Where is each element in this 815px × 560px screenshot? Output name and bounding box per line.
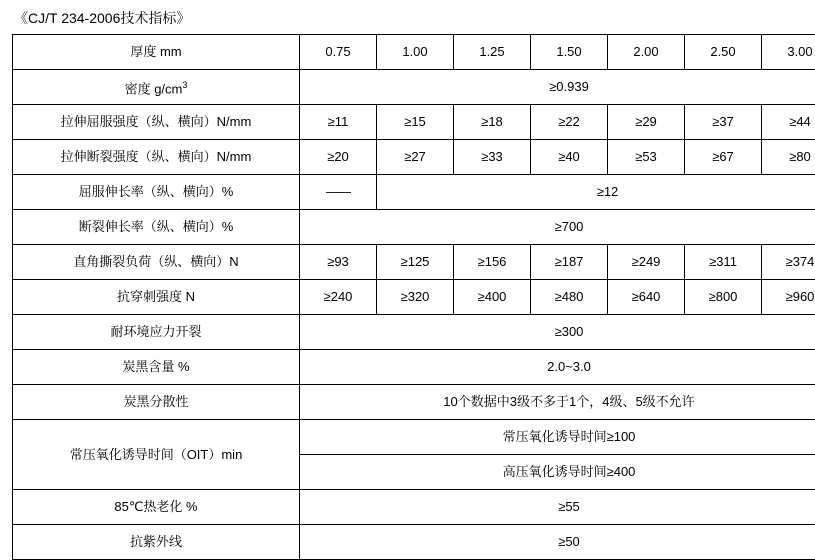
tensile-break-4: ≥53	[608, 140, 685, 175]
header-value-3: 1.50	[531, 35, 608, 70]
row-label-tear-load: 直角撕裂负荷（纵、横向）N	[13, 245, 300, 280]
row-label-escr: 耐环境应力开裂	[13, 315, 300, 350]
puncture-3: ≥480	[531, 280, 608, 315]
yield-elongation-first: ——	[300, 175, 377, 210]
header-value-2: 1.25	[454, 35, 531, 70]
puncture-6: ≥960	[762, 280, 815, 315]
puncture-4: ≥640	[608, 280, 685, 315]
tear-load-6: ≥374	[762, 245, 815, 280]
header-value-1: 1.00	[377, 35, 454, 70]
tensile-yield-1: ≥15	[377, 105, 454, 140]
tensile-break-5: ≥67	[685, 140, 762, 175]
header-value-6: 3.00	[762, 35, 815, 70]
puncture-0: ≥240	[300, 280, 377, 315]
row-label-puncture: 抗穿刺强度 N	[13, 280, 300, 315]
puncture-5: ≥800	[685, 280, 762, 315]
tensile-yield-5: ≥37	[685, 105, 762, 140]
row-label-density-sup: 3	[182, 80, 187, 90]
spec-table	[12, 34, 815, 560]
row-label-thickness: 厚度 mm	[13, 35, 300, 70]
yield-elongation-rest: ≥12	[377, 175, 815, 210]
row-label-break-elongation: 断裂伸长率（纵、横向）%	[13, 210, 300, 245]
table-row-heat-aging	[13, 490, 815, 525]
escr-value: ≥300	[300, 315, 815, 350]
carbon-content-value: 2.0~3.0	[300, 350, 815, 385]
puncture-2: ≥400	[454, 280, 531, 315]
row-label-tensile-yield: 拉伸屈服强度（纵、横向）N/mm	[13, 105, 300, 140]
row-label-yield-elongation: 屈服伸长率（纵、横向）%	[13, 175, 300, 210]
table-row-density	[13, 70, 815, 105]
table-row-tensile-break	[13, 140, 815, 175]
table-row-oit-1	[13, 420, 815, 455]
row-value-density: ≥0.939	[300, 70, 815, 105]
tear-load-4: ≥249	[608, 245, 685, 280]
table-row-escr	[13, 315, 815, 350]
page-title: 《CJ/T 234-2006技术指标》	[14, 8, 803, 28]
tensile-break-1: ≥27	[377, 140, 454, 175]
table-row-yield-elongation	[13, 175, 815, 210]
row-label-carbon-dispersion: 炭黑分散性	[13, 385, 300, 420]
row-label-tensile-break: 拉伸断裂强度（纵、横向）N/mm	[13, 140, 300, 175]
tensile-break-2: ≥33	[454, 140, 531, 175]
table-row-carbon-content	[13, 350, 815, 385]
tear-load-5: ≥311	[685, 245, 762, 280]
tensile-break-0: ≥20	[300, 140, 377, 175]
row-label-heat-aging: 85℃热老化 %	[13, 490, 300, 525]
table-row-puncture	[13, 280, 815, 315]
tensile-yield-3: ≥22	[531, 105, 608, 140]
tensile-break-3: ≥40	[531, 140, 608, 175]
tear-load-1: ≥125	[377, 245, 454, 280]
row-label-density-text: 密度 g/cm	[125, 81, 183, 96]
tear-load-0: ≥93	[300, 245, 377, 280]
row-label-oit: 常压氧化诱导时间（OIT）min	[13, 420, 300, 490]
heat-aging-value: ≥55	[300, 490, 815, 525]
tear-load-2: ≥156	[454, 245, 531, 280]
uv-resistance-value: ≥50	[300, 525, 815, 560]
tensile-yield-0: ≥11	[300, 105, 377, 140]
table-row-uv-resistance	[13, 525, 815, 560]
tensile-yield-4: ≥29	[608, 105, 685, 140]
table-row-carbon-dispersion	[13, 385, 815, 420]
header-value-0: 0.75	[300, 35, 377, 70]
header-value-4: 2.00	[608, 35, 685, 70]
row-label-density	[13, 70, 300, 105]
tear-load-3: ≥187	[531, 245, 608, 280]
puncture-1: ≥320	[377, 280, 454, 315]
tensile-yield-6: ≥44	[762, 105, 815, 140]
carbon-dispersion-value: 10个数据中3级不多于1个，4级、5级不允许	[300, 385, 815, 420]
row-label-carbon-content: 炭黑含量 %	[13, 350, 300, 385]
table-row-tear-load	[13, 245, 815, 280]
table-row-tensile-yield	[13, 105, 815, 140]
table-row-header	[13, 35, 815, 70]
break-elongation-value: ≥700	[300, 210, 815, 245]
tensile-break-6: ≥80	[762, 140, 815, 175]
oit-value-standard: 常压氧化诱导时间≥100	[300, 420, 815, 455]
header-value-5: 2.50	[685, 35, 762, 70]
spec-table-body	[13, 35, 815, 560]
oit-value-high-pressure: 高压氧化诱导时间≥400	[300, 455, 815, 490]
table-row-break-elongation	[13, 210, 815, 245]
row-label-uv-resistance: 抗紫外线	[13, 525, 300, 560]
tensile-yield-2: ≥18	[454, 105, 531, 140]
